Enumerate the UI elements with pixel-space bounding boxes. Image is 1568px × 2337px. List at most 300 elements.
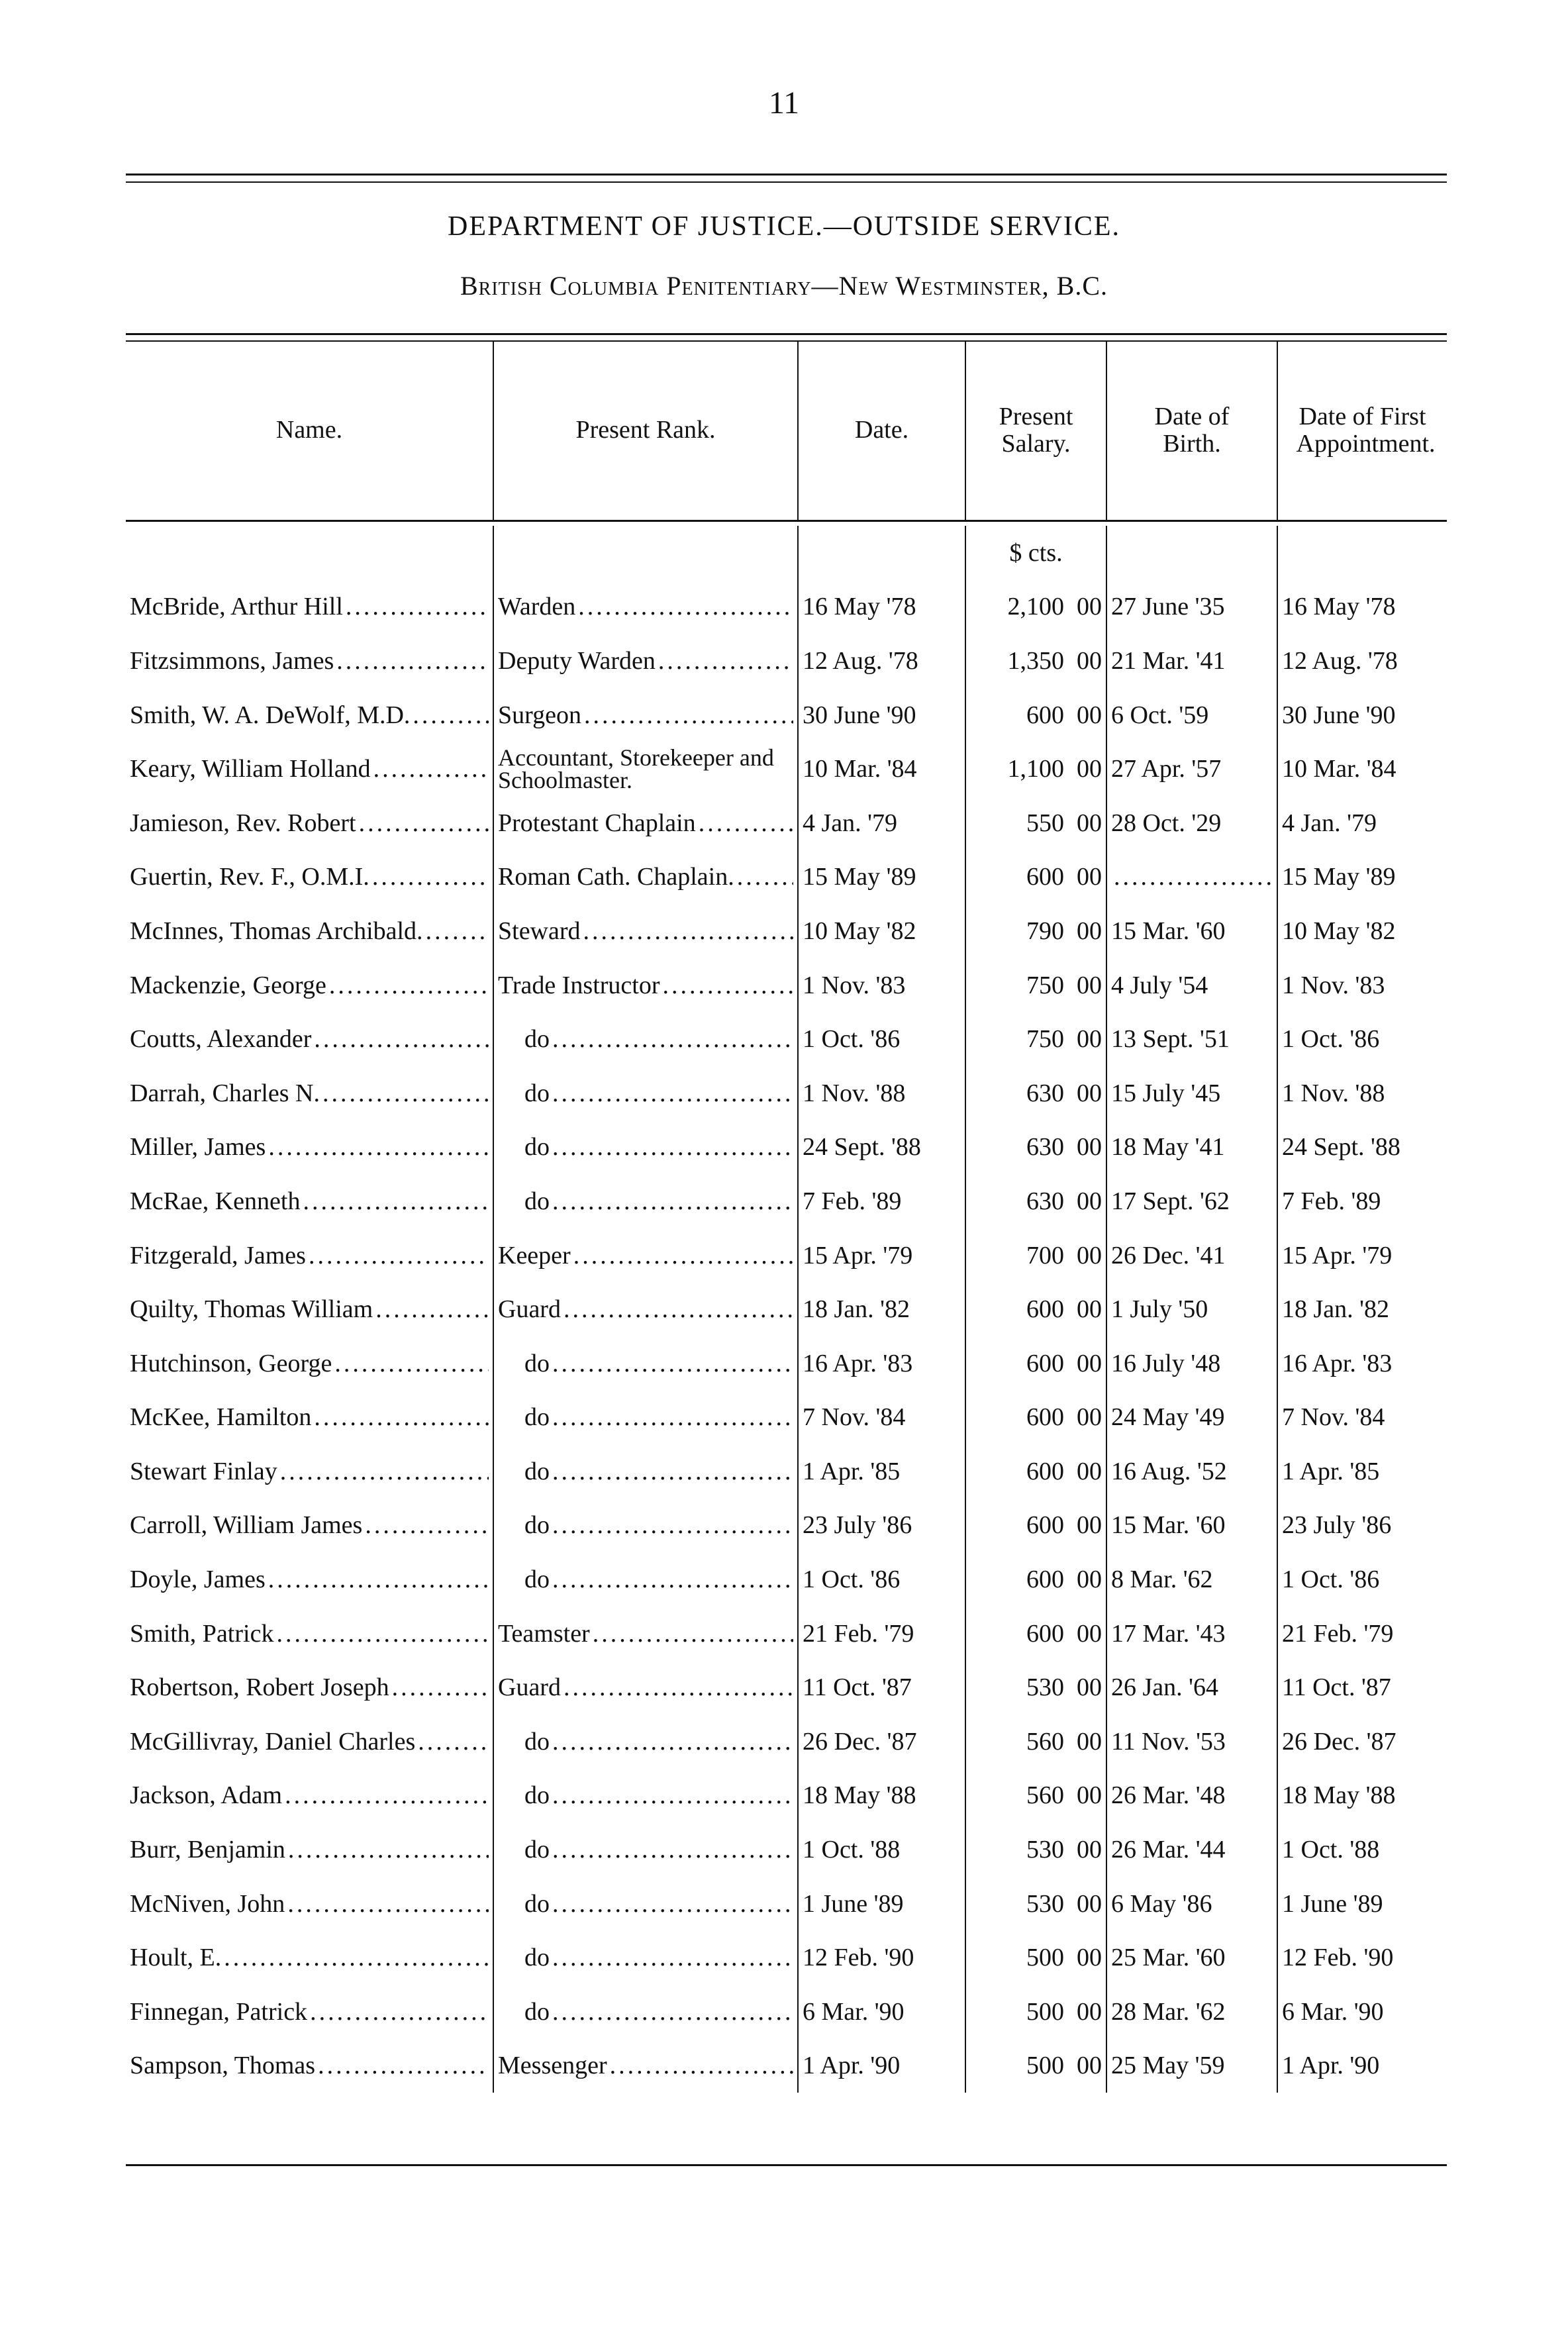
rank-date-cell: 1 Apr. '90 [798, 2039, 965, 2093]
name-cell [126, 850, 493, 905]
salary-cell [965, 1282, 1106, 1336]
rank-date-cell: 1 Oct. '86 [798, 1552, 965, 1607]
rank-date-cell: 1 Apr. '85 [798, 1444, 965, 1499]
leader-dots [550, 1889, 793, 1918]
table-row [126, 1607, 1447, 1661]
rank-cell [493, 1444, 798, 1499]
salary-cents: 00 [1077, 1619, 1102, 1648]
leader-dots [306, 1241, 489, 1270]
salary-cents: 00 [1077, 1133, 1102, 1162]
birth-date-cell: 27 Apr. '57 [1106, 742, 1277, 796]
table-top-rule-1 [126, 333, 1447, 335]
salary-dollars: 600 [1026, 701, 1064, 729]
first-appointment-cell: 26 Dec. '87 [1277, 1715, 1447, 1769]
leader-dots [277, 1457, 489, 1486]
first-appointment-cell: 10 Mar. '84 [1277, 742, 1447, 796]
rank-text: Guard [498, 1295, 561, 1324]
salary-dollars: 1,350 [1007, 646, 1064, 675]
salary-cents: 00 [1077, 1241, 1102, 1269]
birth-date-cell [1106, 850, 1277, 905]
salary-dollars: 600 [1026, 1403, 1064, 1432]
table-row [126, 1336, 1447, 1391]
employee-name: McRae, Kenneth [130, 1187, 301, 1215]
table-row [126, 1174, 1447, 1228]
salary-cell [965, 1607, 1106, 1661]
birth-date-cell: 11 Nov. '53 [1106, 1715, 1277, 1769]
first-appointment-cell: 18 Jan. '82 [1277, 1282, 1447, 1336]
first-appointment-cell: 16 Apr. '83 [1277, 1336, 1447, 1391]
employee-name: McGillivray, Daniel Charles [130, 1727, 416, 1756]
leader-dots [550, 1024, 793, 1054]
leader-dots [221, 1943, 489, 1972]
name-cell [126, 1066, 493, 1120]
leader-dots [307, 1997, 489, 2026]
rank-cell [493, 1607, 798, 1661]
salary-dollars: 600 [1026, 863, 1064, 891]
leader-dots [266, 1565, 489, 1594]
leader-dots [334, 646, 489, 675]
rank-text: do [524, 1836, 550, 1864]
table-row [126, 1822, 1447, 1877]
table-header-row [126, 341, 1447, 521]
salary-cents: 00 [1077, 1295, 1102, 1324]
table-row [126, 580, 1447, 634]
employee-name: Keary, William Holland [130, 755, 371, 783]
salary-dollars: 630 [1026, 1079, 1064, 1107]
leader-dots [550, 1079, 793, 1108]
rank-text: do [524, 1727, 550, 1756]
rank-text: do [524, 1457, 550, 1485]
name-cell [126, 1012, 493, 1066]
rank-cell [493, 1930, 798, 1985]
rank-cell [493, 1391, 798, 1445]
units-row [126, 526, 1447, 580]
rank-text: Warden [498, 593, 576, 621]
leader-dots [343, 592, 489, 621]
salary-cell [965, 1985, 1106, 2039]
salary-dollars: 600 [1026, 1511, 1064, 1540]
name-cell [126, 796, 493, 850]
table-row [126, 1985, 1447, 2039]
rank-date-cell: 6 Mar. '90 [798, 1985, 965, 2039]
first-appointment-cell: 1 Nov. '88 [1277, 1066, 1447, 1120]
department-heading: DEPARTMENT OF JUSTICE.—OUTSIDE SERVICE. [447, 211, 1121, 242]
leader-dots [362, 1511, 489, 1540]
birth-date-cell: 25 Mar. '60 [1106, 1930, 1277, 1985]
rank-date-cell: 4 Jan. '79 [798, 796, 965, 850]
rank-text: do [524, 1566, 550, 1594]
birth-date-cell: 25 May '59 [1106, 2039, 1277, 2093]
table-row [126, 1282, 1447, 1336]
rank-cell [493, 1012, 798, 1066]
first-appointment-cell: 18 May '88 [1277, 1769, 1447, 1823]
salary-dollars: 2,100 [1007, 593, 1064, 621]
birth-date-cell: 16 July '48 [1106, 1336, 1277, 1391]
rank-text: Trade Instructor [498, 971, 660, 999]
salary-cell [965, 1066, 1106, 1120]
name-cell [126, 2039, 493, 2093]
rank-date-cell: 23 July '86 [798, 1499, 965, 1553]
salary-dollars: 500 [1026, 2052, 1064, 2080]
rank-cell [493, 634, 798, 688]
leader-dots [266, 1132, 489, 1162]
rank-date-cell: 7 Feb. '89 [798, 1174, 965, 1228]
employee-name: Sampson, Thomas [130, 2052, 316, 2080]
leader-dots [550, 1727, 793, 1756]
salary-cents: 00 [1077, 1997, 1102, 2026]
salary-dollars: 630 [1026, 1133, 1064, 1162]
salary-cell [965, 1336, 1106, 1391]
leader-dots [550, 1457, 793, 1486]
rank-text: do [524, 1781, 550, 1810]
leader-dots [300, 1187, 489, 1216]
salary-cents: 00 [1077, 1025, 1102, 1054]
first-appointment-cell: 30 June '90 [1277, 688, 1447, 742]
leader-dots [581, 701, 793, 730]
salary-cell [965, 2039, 1106, 2093]
birth-date-cell: 17 Mar. '43 [1106, 1607, 1277, 1661]
rank-date-cell: 26 Dec. '87 [798, 1715, 965, 1769]
name-cell [126, 1660, 493, 1715]
leader-dots [561, 1295, 793, 1324]
leader-dots [273, 1619, 489, 1648]
birth-date-cell: 21 Mar. '41 [1106, 634, 1277, 688]
table-row [126, 958, 1447, 1013]
salary-dollars: 530 [1026, 1836, 1064, 1864]
salary-cents: 00 [1077, 1727, 1102, 1756]
employee-name: Jamieson, Rev. Robert [130, 809, 356, 837]
rank-text: do [524, 1187, 550, 1215]
rank-text: Keeper [498, 1241, 571, 1269]
salary-cents: 00 [1077, 2052, 1102, 2080]
salary-cents: 00 [1077, 1079, 1102, 1107]
salary-cell [965, 1715, 1106, 1769]
leader-dots [415, 1727, 489, 1756]
first-appointment-cell: 21 Feb. '79 [1277, 1607, 1447, 1661]
salary-dollars: 530 [1026, 1889, 1064, 1918]
birth-date-cell: 17 Sept. '62 [1106, 1174, 1277, 1228]
leader-dots [656, 646, 793, 675]
salary-cents: 00 [1077, 971, 1102, 999]
salary-dollars: 600 [1026, 1566, 1064, 1594]
table-row [126, 1012, 1447, 1066]
rank-cell [493, 1174, 798, 1228]
employee-name: McKee, Hamilton [130, 1403, 312, 1432]
salary-cell [965, 1012, 1106, 1066]
table-row [126, 2039, 1447, 2093]
leader-dots [369, 862, 489, 891]
leader-dots [607, 2051, 793, 2080]
employee-name: Miller, James [130, 1133, 266, 1162]
rank-cell [493, 1769, 798, 1823]
table-row [126, 1877, 1447, 1931]
birth-date-cell: 27 June '35 [1106, 580, 1277, 634]
table-row [126, 1552, 1447, 1607]
salary-cents: 00 [1077, 1781, 1102, 1810]
leader-dots [311, 1024, 489, 1054]
employee-name: Guertin, Rev. F., O.M.I. [130, 863, 369, 891]
employee-name: Robertson, Robert Joseph [130, 1673, 389, 1702]
salary-dollars: 750 [1026, 971, 1064, 999]
rank-text: do [524, 1133, 550, 1162]
rank-cell [493, 796, 798, 850]
birth-date-cell: 16 Aug. '52 [1106, 1444, 1277, 1499]
leader-dots [282, 1781, 489, 1810]
rank-cell [493, 1499, 798, 1553]
rank-text: do [524, 1025, 550, 1054]
rank-cell [493, 2039, 798, 2093]
salary-cents: 00 [1077, 1349, 1102, 1377]
salary-dollars: 550 [1026, 809, 1064, 837]
rank-date-cell: 30 June '90 [798, 688, 965, 742]
salary-cents: 00 [1077, 755, 1102, 783]
rank-cell [493, 1228, 798, 1283]
leader-dots [371, 754, 489, 783]
birth-date-cell: 6 Oct. '59 [1106, 688, 1277, 742]
rank-cell [493, 1660, 798, 1715]
first-appointment-cell: 15 May '89 [1277, 850, 1447, 905]
column-header-salary-text: Present Salary. [999, 402, 1073, 458]
table-row [126, 796, 1447, 850]
salary-cents: 00 [1077, 1403, 1102, 1432]
birth-date-cell: 26 Mar. '48 [1106, 1769, 1277, 1823]
first-appointment-cell: 1 Oct. '88 [1277, 1822, 1447, 1877]
rank-text: Roman Cath. Chaplain. [498, 863, 734, 891]
name-cell [126, 904, 493, 958]
birth-date-cell: 13 Sept. '51 [1106, 1012, 1277, 1066]
rank-text: do [524, 1079, 550, 1107]
salary-dollars: 750 [1026, 1025, 1064, 1054]
top-rule-1 [126, 174, 1447, 175]
top-rule-2 [126, 181, 1447, 183]
salary-cell [965, 850, 1106, 905]
rank-date-cell: 1 Nov. '88 [798, 1066, 965, 1120]
first-appointment-cell: 1 Oct. '86 [1277, 1552, 1447, 1607]
first-appointment-cell: 12 Aug. '78 [1277, 634, 1447, 688]
rank-cell [493, 1877, 798, 1931]
salary-cents: 00 [1077, 917, 1102, 945]
rank-text: Deputy Warden [498, 646, 656, 675]
rank-date-cell: 11 Oct. '87 [798, 1660, 965, 1715]
rank-cell [493, 904, 798, 958]
table-row [126, 1715, 1447, 1769]
employee-name: Hutchinson, George [130, 1349, 332, 1377]
rank-cell [493, 1552, 798, 1607]
birth-date-cell: 15 July '45 [1106, 1066, 1277, 1120]
leader-dots [311, 1403, 489, 1432]
salary-cell [965, 1174, 1106, 1228]
leader-dots [550, 1132, 793, 1162]
salary-cents: 00 [1077, 1673, 1102, 1702]
salary-dollars: 790 [1026, 917, 1064, 945]
employee-name: Fitzgerald, James [130, 1241, 306, 1269]
rank-date-cell: 16 Apr. '83 [798, 1336, 965, 1391]
employee-name: Mackenzie, George [130, 971, 326, 999]
employee-name: Quilty, Thomas William [130, 1295, 373, 1324]
rank-date-cell: 1 Oct. '86 [798, 1012, 965, 1066]
employee-name: Darrah, Charles N. [130, 1079, 320, 1107]
birth-date-cell: 4 July '54 [1106, 958, 1277, 1013]
first-appointment-cell: 1 Oct. '86 [1277, 1012, 1447, 1066]
rank-date-cell: 7 Nov. '84 [798, 1391, 965, 1445]
name-cell [126, 1930, 493, 1985]
column-header-birth-text: Date of Birth. [1154, 402, 1230, 458]
leader-dots [696, 809, 793, 838]
first-appointment-cell: 6 Mar. '90 [1277, 1985, 1447, 2039]
salary-cell [965, 1552, 1106, 1607]
birth-date-cell: 6 May '86 [1106, 1877, 1277, 1931]
leader-dots [356, 809, 489, 838]
name-cell [126, 634, 493, 688]
salary-cents: 00 [1077, 1944, 1102, 1972]
rank-date-cell: 21 Feb. '79 [798, 1607, 965, 1661]
header-rule-row [126, 521, 1447, 526]
first-appointment-cell: 7 Nov. '84 [1277, 1391, 1447, 1445]
leader-dots [550, 1565, 793, 1594]
salary-cell [965, 1391, 1106, 1445]
rank-cell [493, 1336, 798, 1391]
first-appointment-cell: 16 May '78 [1277, 580, 1447, 634]
name-cell [126, 742, 493, 796]
first-appointment-cell: 23 July '86 [1277, 1499, 1447, 1553]
salary-dollars: 700 [1026, 1241, 1064, 1269]
leader-dots [550, 1781, 793, 1810]
employee-name: Smith, Patrick [130, 1619, 274, 1648]
salary-cell [965, 1120, 1106, 1175]
column-header-date: Date. [798, 341, 965, 521]
leader-dots [373, 1295, 489, 1324]
salary-dollars: 600 [1026, 1619, 1064, 1648]
rank-date-cell: 18 Jan. '82 [798, 1282, 965, 1336]
name-cell [126, 1552, 493, 1607]
name-cell [126, 1391, 493, 1445]
table-row [126, 1930, 1447, 1985]
first-appointment-cell: 1 Apr. '90 [1277, 2039, 1447, 2093]
salary-cell [965, 904, 1106, 958]
rank-cell [493, 580, 798, 634]
column-header-salary [965, 341, 1106, 521]
birth-date-cell: 28 Mar. '62 [1106, 1985, 1277, 2039]
table-row [126, 742, 1447, 796]
first-appointment-cell: 12 Feb. '90 [1277, 1930, 1447, 1985]
salary-cell [965, 1499, 1106, 1553]
table-row [126, 688, 1447, 742]
rank-text: do [524, 1944, 550, 1972]
salary-cents: 00 [1077, 1836, 1102, 1864]
rank-text: Steward [498, 917, 581, 945]
leader-dots [326, 971, 489, 1000]
leader-dots [660, 971, 794, 1000]
employee-name: Jackson, Adam [130, 1781, 283, 1810]
staff-table [126, 341, 1447, 2093]
name-cell [126, 1715, 493, 1769]
salary-cents: 00 [1077, 646, 1102, 675]
salary-dollars: 560 [1026, 1781, 1064, 1810]
salary-cell [965, 1444, 1106, 1499]
rank-date-cell: 10 Mar. '84 [798, 742, 965, 796]
rank-text: Accountant, Storekeeper and Schoolmaster. [498, 744, 774, 794]
name-cell [126, 1499, 493, 1553]
salary-cents: 00 [1077, 1566, 1102, 1594]
first-appointment-cell: 10 May '82 [1277, 904, 1447, 958]
column-header-appointment [1277, 341, 1447, 521]
table-row [126, 850, 1447, 905]
cents-unit: cts. [1028, 538, 1063, 567]
rank-text: Teamster [498, 1619, 590, 1648]
name-cell [126, 1120, 493, 1175]
leader-dots [575, 592, 793, 621]
salary-dollars: 600 [1026, 1295, 1064, 1324]
salary-dollars: 1,100 [1007, 755, 1064, 783]
table-row [126, 1660, 1447, 1715]
rank-date-cell: 15 May '89 [798, 850, 965, 905]
birth-date-cell: 8 Mar. '62 [1106, 1552, 1277, 1607]
salary-cents: 00 [1077, 863, 1102, 891]
leader-dots [1111, 862, 1273, 891]
birth-date-cell: 26 Jan. '64 [1106, 1660, 1277, 1715]
name-cell [126, 1822, 493, 1877]
name-cell [126, 958, 493, 1013]
birth-date-cell: 26 Dec. '41 [1106, 1228, 1277, 1283]
rank-text: Surgeon [498, 701, 581, 729]
leader-dots [550, 1511, 793, 1540]
salary-cents: 00 [1077, 1457, 1102, 1485]
rank-text: Guard [498, 1673, 561, 1702]
rank-text: Protestant Chaplain [498, 809, 696, 837]
employee-name: Burr, Benjamin [130, 1836, 285, 1864]
employee-name: Carroll, William James [130, 1511, 363, 1540]
salary-cell [965, 958, 1106, 1013]
rank-text: Messenger [498, 2052, 607, 2080]
employee-name: Smith, W. A. DeWolf, M.D. [130, 701, 411, 729]
salary-cell [965, 688, 1106, 742]
leader-dots [550, 1943, 793, 1972]
name-cell [126, 1985, 493, 2039]
rank-date-cell: 10 May '82 [798, 904, 965, 958]
leader-dots [332, 1349, 489, 1378]
salary-cell [965, 742, 1106, 796]
table-row [126, 1444, 1447, 1499]
salary-cell [965, 634, 1106, 688]
birth-date-cell: 18 May '41 [1106, 1120, 1277, 1175]
column-header-birth [1106, 341, 1277, 521]
name-cell [126, 1444, 493, 1499]
rank-text: do [524, 1997, 550, 2026]
institution-subheading: British Columbia Penitentiary—New Westminster, B.C. [460, 271, 1108, 301]
rank-text: do [524, 1511, 550, 1540]
rank-cell [493, 1066, 798, 1120]
salary-dollars: 500 [1026, 1997, 1064, 2026]
rank-cell [493, 1120, 798, 1175]
rank-date-cell: 16 May '78 [798, 580, 965, 634]
salary-dollars: 600 [1026, 1457, 1064, 1485]
leader-dots [590, 1619, 793, 1648]
table-row [126, 904, 1447, 958]
employee-name: Doyle, James [130, 1566, 266, 1594]
salary-cents: 00 [1077, 809, 1102, 837]
rank-date-cell: 24 Sept. '88 [798, 1120, 965, 1175]
salary-dollars: 530 [1026, 1673, 1064, 1702]
employee-name: Fitzsimmons, James [130, 646, 334, 675]
name-cell [126, 1877, 493, 1931]
salary-cents: 00 [1077, 593, 1102, 621]
employee-name: McInnes, Thomas Archibald. [130, 917, 423, 945]
leader-dots [550, 1997, 793, 2026]
name-cell [126, 1228, 493, 1283]
rank-date-cell: 1 June '89 [798, 1877, 965, 1931]
dollar-unit: $ [1009, 538, 1022, 567]
salary-cell [965, 1822, 1106, 1877]
